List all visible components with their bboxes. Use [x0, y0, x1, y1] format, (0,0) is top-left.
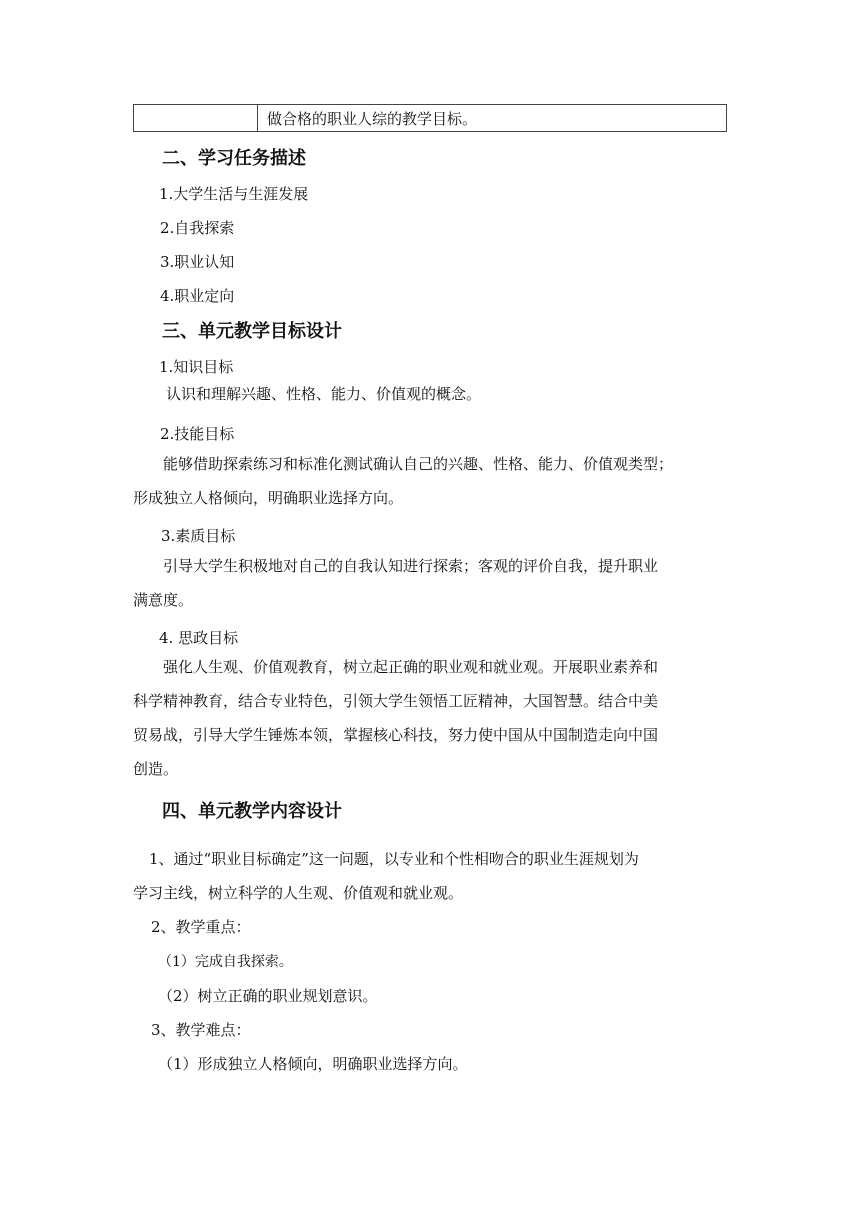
- section-heading-task-description: 二、学习任务描述: [162, 148, 306, 169]
- paragraph-line: 学习主线，树立科学的人生观、价值观和就业观。: [133, 884, 464, 902]
- paragraph-line: 认识和理解兴趣、性格、能力、价值观的概念。: [166, 385, 482, 403]
- paragraph-line: 创造。: [133, 760, 179, 778]
- table-cell-text: 做合格的职业人综的教学目标。: [267, 110, 478, 128]
- list-item: 1.大学生活与生涯发展: [159, 185, 309, 203]
- paragraph-line: 1、通过“职业目标确定”这一问题，以专业和个性相吻合的职业生涯规划为: [149, 850, 639, 868]
- paragraph-line: 形成独立人格倾向，明确职业选择方向。: [133, 489, 404, 507]
- paragraph-line: 引导大学生积极地对自己的自我认知进行探索；客观的评价自我，提升职业: [163, 557, 659, 575]
- subsection-label-key-points: 2、教学重点：: [151, 918, 251, 936]
- section-heading-teaching-goals: 三、单元教学目标设计: [162, 321, 342, 342]
- paragraph-line: 能够借助探索练习和标准化测试确认自己的兴趣、性格、能力、价值观类型；: [163, 455, 674, 473]
- paragraph-line: 强化人生观、价值观教育，树立起正确的职业观和就业观。开展职业素养和: [163, 658, 659, 676]
- section-heading-content-design: 四、单元教学内容设计: [162, 801, 342, 822]
- subsection-label-ideology: 4. 思政目标: [159, 629, 239, 647]
- table-cell-divider: [257, 105, 258, 131]
- list-item: 3.职业认知: [160, 253, 235, 271]
- list-item: （1）形成独立人格倾向，明确职业选择方向。: [158, 1055, 468, 1073]
- table-row: [133, 104, 727, 132]
- paragraph-line: 贸易战，引导大学生锤炼本领，掌握核心科技，努力使中国从中国制造走向中国: [133, 726, 659, 744]
- subsection-label-difficulties: 3、教学难点：: [151, 1021, 251, 1039]
- list-item: （1）完成自我探索。: [158, 954, 293, 970]
- list-item: （2）树立正确的职业规划意识。: [158, 987, 378, 1005]
- subsection-label-skill: 2.技能目标: [160, 425, 235, 443]
- subsection-label-quality: 3.素质目标: [161, 527, 236, 545]
- paragraph-line: 满意度。: [133, 591, 194, 609]
- list-item: 4.职业定向: [160, 287, 235, 305]
- paragraph-line: 科学精神教育，结合专业特色，引领大学生领悟工匠精神，大国智慧。结合中美: [133, 692, 659, 710]
- subsection-label-knowledge: 1.知识目标: [159, 358, 234, 376]
- list-item: 2.自我探索: [160, 219, 235, 237]
